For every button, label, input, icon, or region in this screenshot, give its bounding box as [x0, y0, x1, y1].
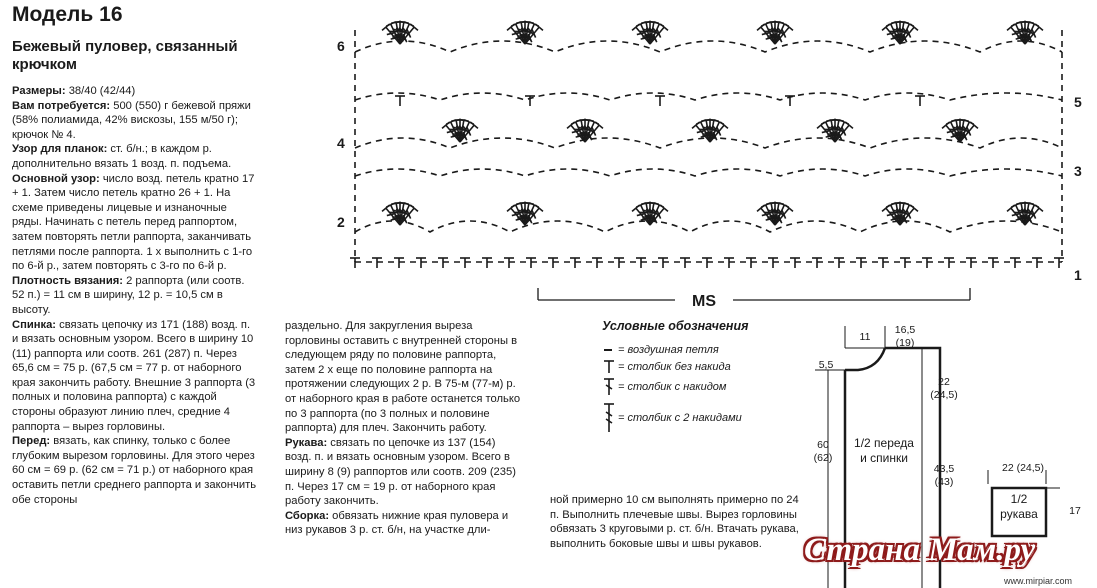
chart-mark-91 — [1010, 258, 1020, 268]
chart-mark-501 — [915, 96, 925, 106]
chart-mark-46 — [680, 258, 690, 268]
instructions-column-3 — [550, 493, 800, 551]
assembly-paragraph: Сборка: обвязать нижние края пуловера и низ рукавов 3 р. ст. б/н, на участке дли- — [285, 509, 509, 537]
dim-sleeve-width: 22 (24,5) — [1001, 462, 1045, 474]
dim-sleeve-height: 17 — [1069, 505, 1081, 517]
chart-mark-43 — [658, 258, 668, 268]
sizes-paragraph: Размеры: 38/40 (42/44) — [12, 85, 136, 97]
dim-full-height: 60 (62) — [813, 439, 833, 464]
chart-mark-88 — [988, 258, 998, 268]
legend-item-dc: = столбик с накидом — [602, 376, 802, 398]
chart-mark-22 — [504, 258, 514, 268]
chart-mark-489 — [395, 96, 405, 106]
crochet-chart — [340, 0, 1075, 315]
legend-title: Условные обозначения — [602, 319, 749, 333]
assembly-continued-paragraph: ной примерно 10 см выполнять примерно по 24 п. Выполнить плечевые швы. Вырез горловины обвязать 3 круговыми р. ст. б/н. Втачать рукава, выполнить боковые швы и швы рукавов. — [550, 494, 799, 550]
front-paragraph: Перед: вязать, как спинку, только с более глубоким вырезом горловины. Для этого через 60 см = 69 р. (62 см = 71 р.) от наборного края оставить петли среднего раппорта и закончить обе стороны — [12, 435, 257, 506]
instructions-column-1 — [12, 84, 258, 507]
chart-mark-31 — [570, 258, 580, 268]
chart-mark-67 — [834, 258, 844, 268]
row-label-5: 5 — [1074, 94, 1082, 110]
edging-paragraph: Узор для планок: ст. б/н.; в каждом р. дополнительно вязать 1 возд. п. подъема. — [12, 143, 232, 170]
chain-stitch-icon — [602, 343, 618, 357]
chart-mark-34 — [592, 258, 602, 268]
chart-mark-97 — [1054, 258, 1064, 268]
chart-mark-52 — [724, 258, 734, 268]
row-label-4: 4 — [337, 135, 345, 151]
chart-mark-37 — [614, 258, 624, 268]
chart-mark-61 — [790, 258, 800, 268]
chart-mark-1 — [350, 258, 360, 268]
chart-mark-504 — [355, 41, 1062, 52]
chart-mark-28 — [548, 258, 558, 268]
main-pattern-paragraph: Основной узор: число возд. петель кратно 17 + 1. Затем число петель кратно 26 + 1. На схеме приведены лицевые и изнаночные ряды. Начинать с петель перед раппортом, затем повторять петли раппорта, заканчивать петлями после раппорта. 1 х выполнить с 1-го по 6-й р., затем повторять с 3-го по 6-й р. — [12, 172, 255, 273]
chart-mark-25 — [526, 258, 536, 268]
chart-mark-58 — [768, 258, 778, 268]
dim-top-width-2: 16,5 (19) — [894, 324, 916, 349]
chart-mark-82 — [944, 258, 954, 268]
row-label-2: 2 — [337, 214, 345, 230]
chart-mark-100 — [355, 221, 1062, 232]
chart-mark-49 — [702, 258, 712, 268]
chart-mark-13 — [438, 258, 448, 268]
instructions-column-2 — [285, 319, 523, 538]
chart-mark-16 — [460, 258, 470, 268]
dim-upper-height: 22 (24,5) — [930, 376, 958, 401]
chart-mark-4 — [372, 258, 382, 268]
chart-mark-311 — [355, 169, 1062, 176]
legend-item-chain: = воздушная петля — [602, 342, 802, 358]
watermark-logo: Страна Мам.ру — [804, 532, 1036, 568]
chart-mark-76 — [900, 258, 910, 268]
body-piece-label: 1/2 переда и спинки — [854, 436, 914, 465]
materials-paragraph: Вам потребуется: 500 (550) г бежевой пряжи (58% полиамида, 42% вискозы, 155 м/50 г); крючок № 4. — [12, 99, 251, 141]
chart-mark-79 — [922, 258, 932, 268]
dim-top-width-1: 11 — [859, 331, 871, 343]
chart-mark-495 — [655, 96, 665, 106]
neckline-paragraph: раздельно. Для закругления выреза горловины оставить с внутренней стороны в следующем ряду по половине раппорта, затем 2 х еще по половине раппорта на протяжении следующих 2 р. В 75-м (77-м) р. от наборного края в работе останется только по 3 раппорта (по 3 полных и половине раппорта) для плеч. Закончить работу. — [285, 320, 521, 435]
legend — [602, 342, 802, 438]
sleeves-paragraph: Рукава: связать по цепочке из 137 (154) возд. п. и вязать основным узором. Всего в ширину 8 (9) раппортов или соотв. 209 (235) п. Через 17 см = 19 р. от наборного края работу закончить. — [285, 436, 516, 508]
chart-mark-55 — [746, 258, 756, 268]
chart-mark-19 — [482, 258, 492, 268]
treble-crochet-icon — [602, 402, 618, 434]
single-crochet-icon — [602, 359, 618, 375]
chart-mark-40 — [636, 258, 646, 268]
back-paragraph: Спинка: связать цепочку из 171 (188) возд. п. и вязать основным узором. Всего в ширину 10 (11) раппорта или соотв. 261 (287) п. Через 65,6 см = 75 р. (67,5 см = 77 р. от наборного края закончить работу. Внешние 3 раппорта (3 полных и половина раппорта) с каждой стороны образуют линию плеч, средние 4 раппорта – вырез горловины. — [12, 318, 256, 433]
chart-mark-94 — [1032, 258, 1042, 268]
repeat-label: MS — [692, 293, 716, 310]
watermark-url: www.mirpiar.com — [1004, 576, 1073, 586]
chart-mark-73 — [878, 258, 888, 268]
dim-lower-height: 43,5 (43) — [933, 463, 955, 488]
double-crochet-icon — [602, 377, 618, 397]
row-label-6: 6 — [337, 38, 345, 54]
repeat-bracket — [538, 288, 970, 300]
legend-item-tr: = столбик с 2 накидами — [602, 398, 802, 438]
chart-mark-488 — [355, 93, 1062, 100]
chart-mark-70 — [856, 258, 866, 268]
dim-neck-depth: 5,5 — [818, 359, 834, 371]
sleeve-piece-label: 1/2 рукава — [1000, 492, 1038, 521]
legend-item-sc: = столбик без накида — [602, 358, 802, 376]
chart-mark-7 — [394, 258, 404, 268]
row-label-1: 1 — [1074, 267, 1082, 283]
chart-mark-10 — [416, 258, 426, 268]
chart-mark-85 — [966, 258, 976, 268]
chart-mark-498 — [785, 96, 795, 106]
chart-mark-64 — [812, 258, 822, 268]
row-label-3: 3 — [1074, 163, 1082, 179]
page-title: Модель 16 — [12, 3, 123, 26]
model-subtitle: Бежевый пуловер, связанный крючком — [12, 38, 238, 73]
density-paragraph: Плотность вязания: 2 раппорта (или соотв. 52 п.) = 11 см в ширину, 12 р. = 10,5 см в высоту. — [12, 274, 245, 316]
chart-rows — [350, 21, 1064, 268]
